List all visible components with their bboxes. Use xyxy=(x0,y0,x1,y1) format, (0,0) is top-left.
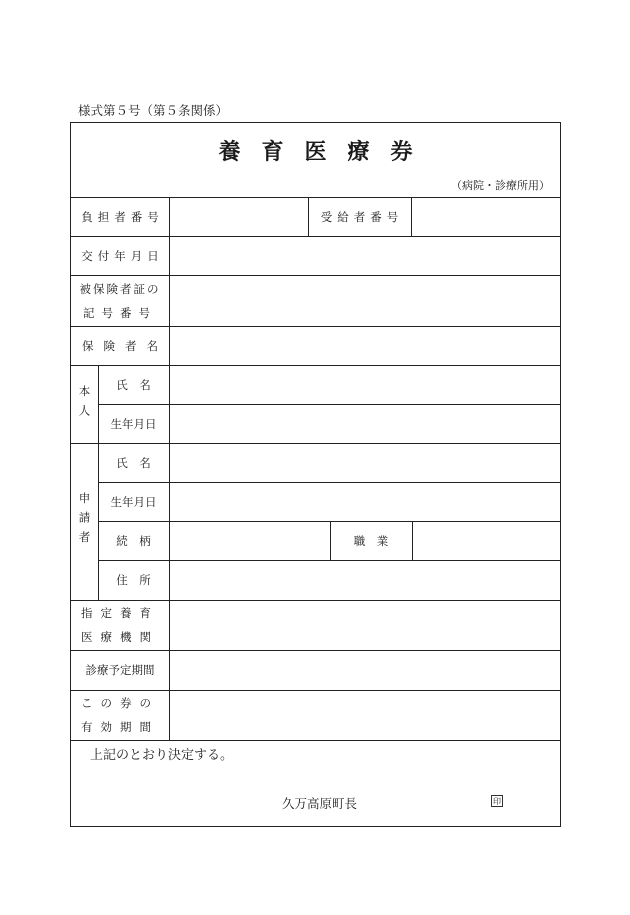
seal-mark: 印 xyxy=(493,796,501,806)
applicant-group-label: 申請者 xyxy=(77,492,92,551)
occupation-label: 職 業 xyxy=(353,533,389,548)
designated-institution-label-line1: 指定養育 xyxy=(81,606,159,620)
rule xyxy=(412,521,413,560)
insured-card-label-line1: 被保険者証の xyxy=(79,281,161,296)
self-group-label: 本人 xyxy=(77,384,92,424)
address-label: 住 所 xyxy=(116,573,151,587)
form-number-label: 様式第５号（第５条関係） xyxy=(78,103,229,118)
relationship-label: 続 柄 xyxy=(116,533,151,548)
rule xyxy=(71,740,560,741)
issue-date-label: 交付年月日 xyxy=(81,248,164,263)
self-name-label: 氏 名 xyxy=(116,377,151,392)
treatment-period-label: 診療予定期間 xyxy=(85,663,155,677)
validity-period-label xyxy=(71,690,169,740)
form-subtitle: （病院・診療所用） xyxy=(451,179,550,192)
validity-period-label-line2: 有効期間 xyxy=(81,720,159,734)
applicant-name-label: 氏 名 xyxy=(116,455,151,470)
form-title: 養育医療券 xyxy=(218,139,434,165)
decision-statement: 上記のとおり決定する。 xyxy=(90,748,234,763)
burden-number-label: 負担者番号 xyxy=(81,209,164,224)
insured-card-label xyxy=(71,275,169,326)
rule xyxy=(169,197,170,740)
applicant-birth-label: 生年月日 xyxy=(110,494,157,509)
insured-card-label-line2: 記号番号 xyxy=(83,305,157,320)
rule xyxy=(411,197,412,236)
self-birth-label: 生年月日 xyxy=(110,416,157,431)
designated-institution-label xyxy=(71,600,169,650)
medical-voucher-form xyxy=(70,122,561,827)
recipient-number-label: 受給者番号 xyxy=(320,209,404,224)
insurer-name-label: 保険者名 xyxy=(82,338,168,353)
issuer-title: 久万高原町長 xyxy=(282,796,358,811)
designated-institution-label-line2: 医療機関 xyxy=(81,630,159,644)
validity-period-label-line1: この券の xyxy=(81,696,159,710)
